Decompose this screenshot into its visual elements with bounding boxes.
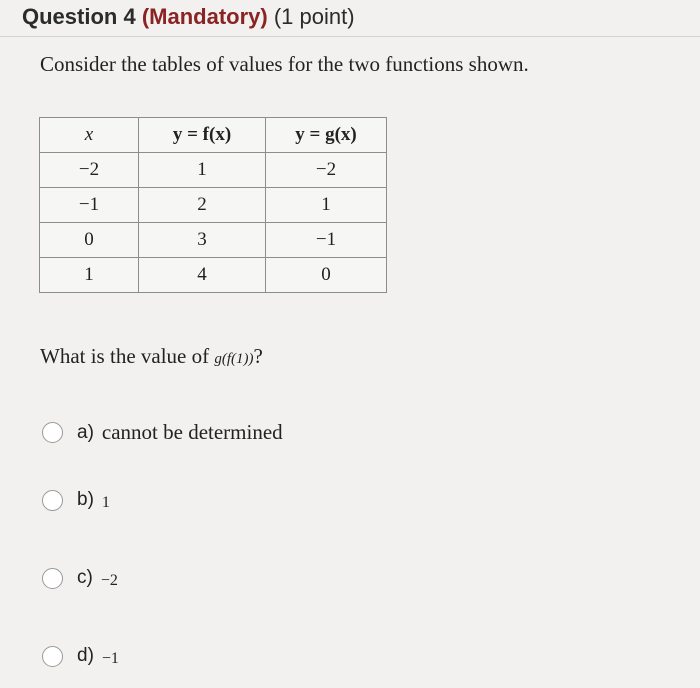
table-header-x: x xyxy=(40,118,139,153)
table-header-f: y = f(x) xyxy=(139,118,266,153)
table-cell: 4 xyxy=(139,258,266,293)
option-b[interactable] xyxy=(42,489,110,511)
table-cell: −2 xyxy=(266,153,387,188)
table-cell: 1 xyxy=(40,258,139,293)
points-label: (1 point) xyxy=(273,4,355,29)
radio-button-icon[interactable] xyxy=(42,646,63,667)
radio-button-icon[interactable] xyxy=(42,422,63,443)
table-cell: 3 xyxy=(139,223,266,258)
option-letter: a) xyxy=(77,421,94,443)
table-row xyxy=(40,223,387,258)
table-row xyxy=(40,258,387,293)
table-cell: −1 xyxy=(266,223,387,258)
question-header xyxy=(22,4,355,30)
table-cell: 0 xyxy=(40,223,139,258)
table-row xyxy=(40,153,387,188)
radio-button-icon[interactable] xyxy=(42,568,63,589)
question-prompt: Consider the tables of values for the two functions shown. xyxy=(40,52,529,76)
option-a[interactable] xyxy=(42,420,283,445)
table-row xyxy=(40,188,387,223)
question-ask-prefix: What is the value of xyxy=(40,344,215,368)
option-c[interactable] xyxy=(42,567,118,589)
radio-button-icon[interactable] xyxy=(42,490,63,511)
mandatory-label: (Mandatory) xyxy=(141,4,268,29)
question-ask-expression: g(f(1)) xyxy=(214,351,254,367)
table-cell: 1 xyxy=(266,188,387,223)
table-cell: 1 xyxy=(139,153,266,188)
option-text: 1 xyxy=(101,494,110,511)
table-cell: 2 xyxy=(139,188,266,223)
option-text: −1 xyxy=(101,650,119,667)
table-header-g: y = g(x) xyxy=(266,118,387,153)
header-divider xyxy=(0,36,700,37)
question-number: Question 4 xyxy=(22,4,136,29)
option-d[interactable] xyxy=(42,645,119,667)
table-header-row xyxy=(40,118,387,153)
table-cell: 0 xyxy=(266,258,387,293)
option-text: cannot be determined xyxy=(101,420,283,444)
option-letter: b) xyxy=(77,489,94,510)
question-ask xyxy=(40,344,263,369)
option-letter: d) xyxy=(77,645,94,666)
table-cell: −1 xyxy=(40,188,139,223)
table-cell: −2 xyxy=(40,153,139,188)
option-text: −2 xyxy=(100,572,118,589)
values-table xyxy=(39,117,387,293)
option-letter: c) xyxy=(77,567,93,588)
question-ask-suffix: ? xyxy=(253,344,263,368)
